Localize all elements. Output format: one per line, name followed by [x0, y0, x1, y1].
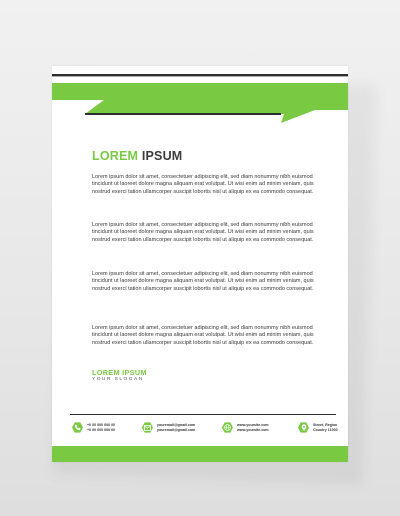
contact-website — [222, 422, 269, 433]
contact-address — [298, 422, 338, 433]
logo-slogan: YOUR SLOGAN — [92, 377, 144, 382]
email-line-2[interactable]: youremail@gmail.com — [157, 427, 196, 432]
address-line-1: Street, Region — [313, 422, 338, 427]
globe-icon — [222, 422, 233, 433]
website-line-2[interactable]: www.yoursite.com — [237, 427, 269, 432]
contact-phone — [72, 422, 115, 433]
header-graphic — [52, 66, 348, 128]
body-paragraph-2: Lorem ipsum dolor sit amet, consectetuer adipiscing elit, sed diam nonummy nibh euismod tincidunt ut laoreet dolore magna aliquam erat volutpat. Ut wisi enim ad minim veniam, quis nostrud exerci tation ullamcorper suscipit lobortis nisl ut aliquip ex ea commodo consequat. — [92, 222, 314, 243]
phone-line-2: +0 00 000 000 00 — [87, 427, 116, 432]
letterhead-page — [52, 66, 348, 462]
footer-divider — [70, 414, 336, 415]
heading-word-1: LOREM — [92, 149, 139, 163]
contact-email — [142, 422, 195, 433]
heading-word-2: IPSUM — [141, 149, 183, 163]
body-paragraph-3: Lorem ipsum dolor sit amet, consectetuer adipiscing elit, sed diam nonummy nibh euismod tincidunt ut laoreet dolore magna aliquam erat volutpat. Ut wisi enim ad minim veniam, quis nostrud exerci tation ullamcorper suscipit lobortis nisl ut aliquip ex ea commodo consequat. — [92, 271, 314, 292]
footer-green-bar — [52, 446, 348, 462]
page-heading — [92, 149, 182, 163]
location-pin-icon — [298, 422, 309, 433]
email-line-1[interactable]: youremail@gmail.com — [157, 422, 196, 427]
header-green-band — [52, 83, 348, 123]
email-icon — [142, 422, 153, 433]
body-paragraph-4: Lorem ipsum dolor sit amet, consectetuer adipiscing elit, sed diam nonummy nibh euismod tincidunt ut laoreet dolore magna aliquam erat volutpat. Ut wisi enim ad minim veniam, quis nostrud exerci tation ullamcorper suscipit lobortis nisl ut aliquip ex ea commodo consequat. — [92, 325, 314, 346]
phone-icon — [72, 422, 83, 433]
address-line-2: Country 11000 — [313, 427, 338, 432]
website-line-1[interactable]: www.yoursite.com — [237, 422, 269, 427]
body-paragraph-1: Lorem ipsum dolor sit amet, consectetuer adipiscing elit, sed diam nonummy nibh euismod tincidunt ut laoreet dolore magna aliquam erat volutpat. Ut wisi enim ad minim veniam, quis nostrud exerci tation ullamcorper suscipit lobortis nisl ut aliquip ex ea commodo consequat. — [92, 174, 314, 195]
header-top-stripe — [52, 74, 348, 76]
logo-title: LOREM IPSUM — [92, 368, 147, 377]
phone-line-1: +0 00 000 000 00 — [87, 422, 116, 427]
